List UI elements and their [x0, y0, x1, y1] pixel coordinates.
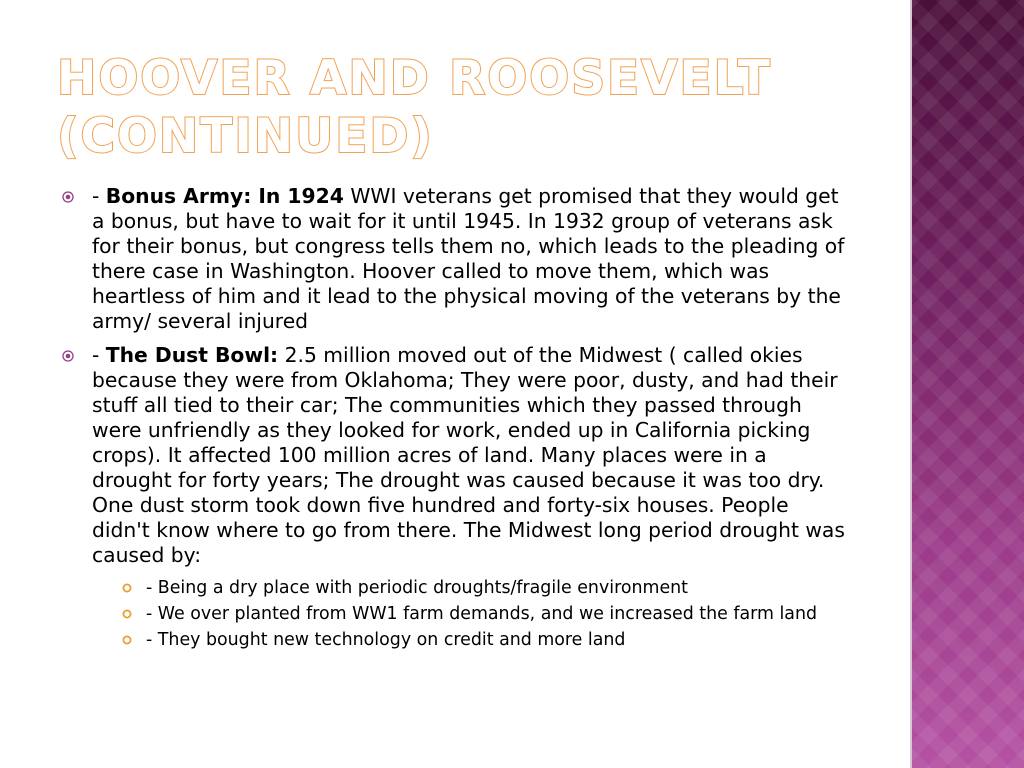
bullet-heading: Bonus Army: In 1924 — [105, 184, 344, 208]
circle-bullet-icon — [62, 350, 74, 362]
ring-bullet-icon — [122, 635, 132, 645]
sub-bullet-item — [62, 629, 852, 651]
bullet-text: 2.5 million moved out of the Midwest ( called okies because they were from Oklahoma; They were poor, dusty, and had their stuff all tied to their car; The communities which they passed through were unfriendly as they looked for work, ended up in California picking crops). It affected 100 million acres of land. Many places were in a drought for forty years; The drought was caused because it was too dry. One dust storm took down five hundred and forty-six houses. People didn't know where to go from there. The Midwest long period drought was caused by: — [92, 343, 845, 567]
ring-bullet-icon — [122, 609, 132, 619]
bullet-dust-bowl — [62, 343, 852, 568]
sub-bullet-item — [62, 577, 852, 599]
slide-title-line-2: (CONTINUED) — [57, 109, 434, 164]
circle-bullet-icon — [62, 191, 74, 203]
ring-bullet-icon — [122, 583, 132, 593]
bullet-text: WWI veterans get promised that they would get a bonus, but have to wait for it until 1945. In 1932 group of veterans ask for their bonus, but congress tells them no, which leads to the pleading of there case in Washington. Hoover called to move them, which was heartless of him and it lead to the physical moving of the veterans by the army/ several injured — [92, 184, 845, 333]
sub-bullet-list — [62, 577, 852, 651]
bullet-prefix: - — [92, 184, 106, 208]
bullet-bonus-army — [62, 184, 852, 334]
bullet-heading: The Dust Bowl: — [105, 343, 279, 367]
slide-title-line-1: HOOVER AND ROOSEVELT — [57, 51, 772, 106]
sub-bullet-item — [62, 603, 852, 625]
sub-bullet-text: - We over planted from WW1 farm demands, and we increased the farm land — [146, 604, 818, 624]
bullet-prefix: - — [92, 343, 106, 367]
decorative-sidebar — [912, 0, 1024, 768]
sub-bullet-text: - Being a dry place with periodic droughts/fragile environment — [146, 578, 688, 598]
slide-title — [57, 50, 897, 166]
sub-bullet-text: - They bought new technology on credit and more land — [146, 630, 626, 650]
slide-body — [62, 184, 852, 655]
